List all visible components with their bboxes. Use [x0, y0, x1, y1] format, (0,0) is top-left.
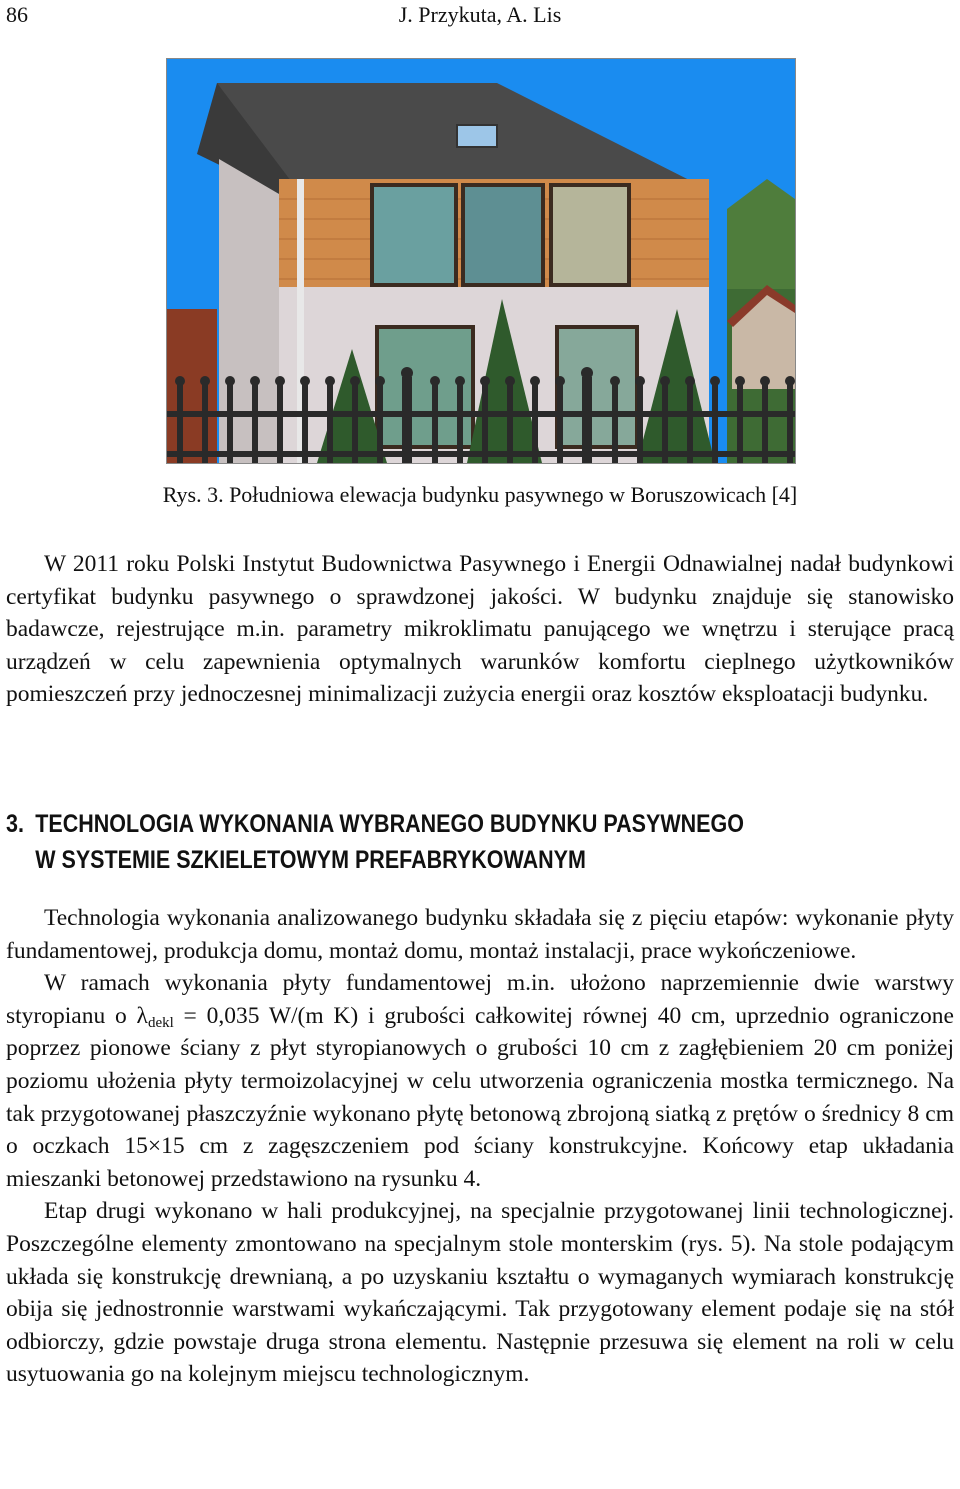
body-text-2	[6, 902, 954, 1391]
upper-window-3	[551, 185, 629, 285]
house-illustration	[167, 59, 795, 463]
lower-window-2	[557, 327, 637, 447]
upper-window-1	[372, 185, 456, 285]
paragraph-production: Etap drugi wykonano w hali produkcyjnej, na specjalnie przygotowanej linii technologicznej. Poszczególne elementy zmontowano na specjalnym stole monterskim (rys. 5). Na stole podającym układa się konstrukcję drewnianą, a po uzyskaniu kształtu o wymaganych wymiarach konstrukcję obija się jednostronnie warstwami wykańczającymi. Tak przygotowany element podaje się na stół odbiorczy, gdzie powstaje druga strona elementu. Następnie przesuwa się element na roli w celu usytuowania go na kolejnym miejscu technologicznym.	[6, 1198, 954, 1388]
paragraph-stages: Technologia wykonania analizowanego budynku składała się z pięciu etapów: wykonanie płyty fundamentowej, produkcja domu, montaż domu, montaż instalacji, prace wykończeniowe.	[6, 905, 954, 964]
skylight	[457, 125, 497, 147]
section-title-line2: W SYSTEMIE SZKIELETOWYM PREFABRYKOWANYM	[35, 846, 586, 874]
body-text-1	[6, 548, 954, 711]
lambda-subscript: dekl	[147, 1014, 174, 1031]
section-title-line1: TECHNOLOGIA WYKONANIA WYBRANEGO BUDYNKU PASYWNEGO	[35, 810, 744, 838]
foundation-text-b: = 0,035 W/(m K) i grubości całkowitej równej 40 cm, uprzednio ograniczone poprzez pionowe ściany z płyt styropianowych o grubości 10 cm z zagłębieniem 20 cm poniżej poziomu ułożenia płyty termoizolacyjnej w celu utworzenia ograniczenia mostka termicznego. Na tak przygotowanej płaszczyźnie wykonano płytę betonową zbrojoną siatką z prętów o średnicy 8 cm o oczkach 15×15 cm z zagęszczeniem pod ściany konstrukcyjne. Końcowy etap układania mieszanki betonowej przedstawiono na rysunku 4.	[6, 1002, 954, 1192]
page-header	[6, 2, 954, 32]
neighbor-left	[167, 309, 217, 463]
section-number: 3.	[6, 810, 24, 838]
section-heading	[6, 806, 821, 878]
running-head: J. Przykuta, A. Lis	[398, 2, 562, 27]
upper-window-2	[463, 185, 543, 285]
paragraph-foundation	[6, 967, 954, 1195]
figure-caption: Rys. 3. Południowa elewacja budynku pasywnego w Boruszowicach [4]	[162, 482, 798, 507]
foundation-text-a: W ramach wykonania płyty fundamentowej m.in. ułożono naprzemiennie dwie warstwy styropianu o λ	[6, 970, 954, 1029]
paragraph-certificate: W 2011 roku Polski Instytut Budownictwa Pasywnego i Energii Odnawialnej nadał budynkowi certyfikat budynku pasywnego o sprawdzonej jakości. W budynku znajduje się stanowisko badawcze, rejestrujące m.in. parametry mikroklimatu panującego we wnętrzu i sterujące pracą urządzeń w celu zapewnienia optymalnych warunków komfortu cieplnego użytkowników pomieszczeń przy jednoczesnej minimalizacji zużycia energii oraz kosztów eksploatacji budynku.	[6, 551, 954, 708]
house-photo	[166, 58, 796, 464]
page-number: 86	[6, 2, 28, 27]
